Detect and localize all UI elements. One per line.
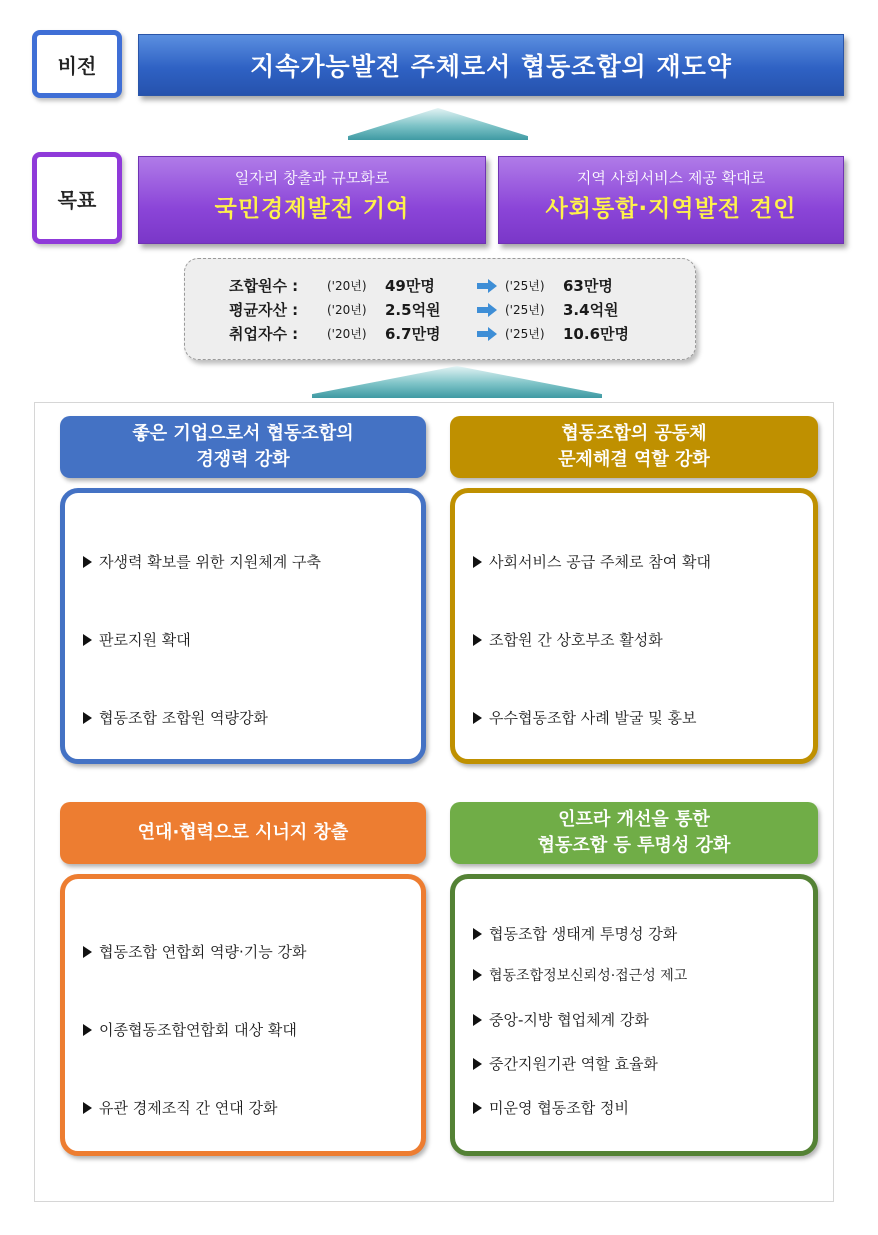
stat-from-year: ('20년) [327,303,367,317]
goal-tag-label: 목표 [57,187,97,212]
stat-from-value: 49만명 [385,277,435,295]
list-item [83,551,321,572]
arrow-right-icon [477,303,497,317]
list-item [473,1053,658,1074]
goal-1-subtitle: 일자리 창출과 규모화로 [234,169,390,187]
goal-box-2 [498,156,844,244]
stat-row [185,275,695,299]
up-arrow-1 [348,108,528,140]
bullet-triangle-icon [473,969,482,981]
list-item-text: 협동조합 조합원 역량강화 [99,709,268,727]
list-item [83,707,268,728]
strategy-2-card [450,488,818,764]
goal-1-title: 국민경제발전 기여 [214,196,410,222]
bullet-triangle-icon [83,712,92,724]
list-item-text: 협동조합 연합회 역량·기능 강화 [99,943,307,961]
list-item [83,629,191,650]
stat-to-year: ('25년) [505,327,545,341]
strategy-4-header [450,802,818,864]
stat-to-year: ('25년) [505,303,545,317]
strategy-2-title-line: 문제해결 역할 강화 [558,449,710,470]
strategy-1-title-line: 좋은 기업으로서 협동조합의 [132,423,354,444]
list-item [473,923,677,944]
list-item-text: 중앙-지방 협업체계 강화 [489,1011,649,1029]
bullet-triangle-icon [473,928,482,940]
list-item [473,965,687,985]
bullet-triangle-icon [473,556,482,568]
bullet-triangle-icon [83,634,92,646]
list-item-text: 자생력 확보를 위한 지원체계 구축 [99,553,321,571]
bullet-triangle-icon [83,1024,92,1036]
strategy-1-card [60,488,426,764]
vision-banner [138,34,844,96]
stat-to-value: 3.4억원 [563,301,619,319]
list-item [473,551,711,572]
stat-label: 취업자수 : [229,325,299,343]
stat-from-value: 2.5억원 [385,301,441,319]
bullet-triangle-icon [83,946,92,958]
strategy-1-title-line: 경쟁력 강화 [196,449,290,470]
list-item-text: 유관 경제조직 간 연대 강화 [99,1099,278,1117]
list-item-text: 사회서비스 공급 주체로 참여 확대 [489,553,711,571]
list-item [473,1097,629,1118]
bullet-triangle-icon [83,1102,92,1114]
list-item-text: 이종협동조합연합회 대상 확대 [99,1021,297,1039]
goal-tag [32,152,122,244]
stat-label: 조합원수 : [229,277,299,295]
list-item [83,941,306,962]
stat-to-value: 63만명 [563,277,613,295]
strategy-4-card [450,874,818,1156]
up-arrow-2 [312,366,602,398]
arrow-right-icon [477,327,497,341]
stat-row [185,323,695,347]
strategy-1-header [60,416,426,478]
stat-label: 평균자산 : [229,301,299,319]
bullet-triangle-icon [473,712,482,724]
strategy-2-title-line: 협동조합의 공동체 [561,423,707,444]
list-item-text: 미운영 협동조합 정비 [489,1099,629,1117]
strategy-3-header [60,802,426,864]
strategy-3-title-line: 연대·협력으로 시너지 창출 [137,822,349,843]
list-item-text: 판로지원 확대 [99,631,191,649]
list-item [473,707,696,728]
list-item-text: 중간지원기관 역할 효율화 [489,1055,658,1073]
stat-from-year: ('20년) [327,279,367,293]
target-stats-box [184,258,696,360]
list-item [83,1097,277,1118]
bullet-triangle-icon [83,556,92,568]
list-item-text: 협동조합정보신뢰성·접근성 제고 [489,968,688,984]
list-item-text: 우수협동조합 사례 발굴 및 홍보 [489,709,697,727]
list-item [83,1019,297,1040]
bullet-triangle-icon [473,1014,482,1026]
goal-box-1 [138,156,486,244]
goal-2-title: 사회통합·지역발전 견인 [545,196,797,222]
stat-to-value: 10.6만명 [563,325,629,343]
arrow-right-icon [477,279,497,293]
stat-from-year: ('20년) [327,327,367,341]
stat-row [185,299,695,323]
vision-tag [32,30,122,98]
goal-2-subtitle: 지역 사회서비스 제공 확대로 [576,169,766,187]
bullet-triangle-icon [473,1102,482,1114]
stat-to-year: ('25년) [505,279,545,293]
strategy-4-title-line: 인프라 개선을 통한 [558,809,710,830]
bullet-triangle-icon [473,1058,482,1070]
strategy-2-header [450,416,818,478]
strategy-3-card [60,874,426,1156]
list-item [473,1009,649,1030]
strategy-4-title-line: 협동조합 등 투명성 강화 [537,835,731,856]
list-item-text: 협동조합 생태계 투명성 강화 [489,925,678,943]
bullet-triangle-icon [473,634,482,646]
list-item [473,629,663,650]
stat-from-value: 6.7만명 [385,325,441,343]
list-item-text: 조합원 간 상호부조 활성화 [489,631,663,649]
vision-text: 지속가능발전 주체로서 협동조합의 재도약 [250,52,732,81]
vision-tag-label: 비전 [57,53,97,78]
